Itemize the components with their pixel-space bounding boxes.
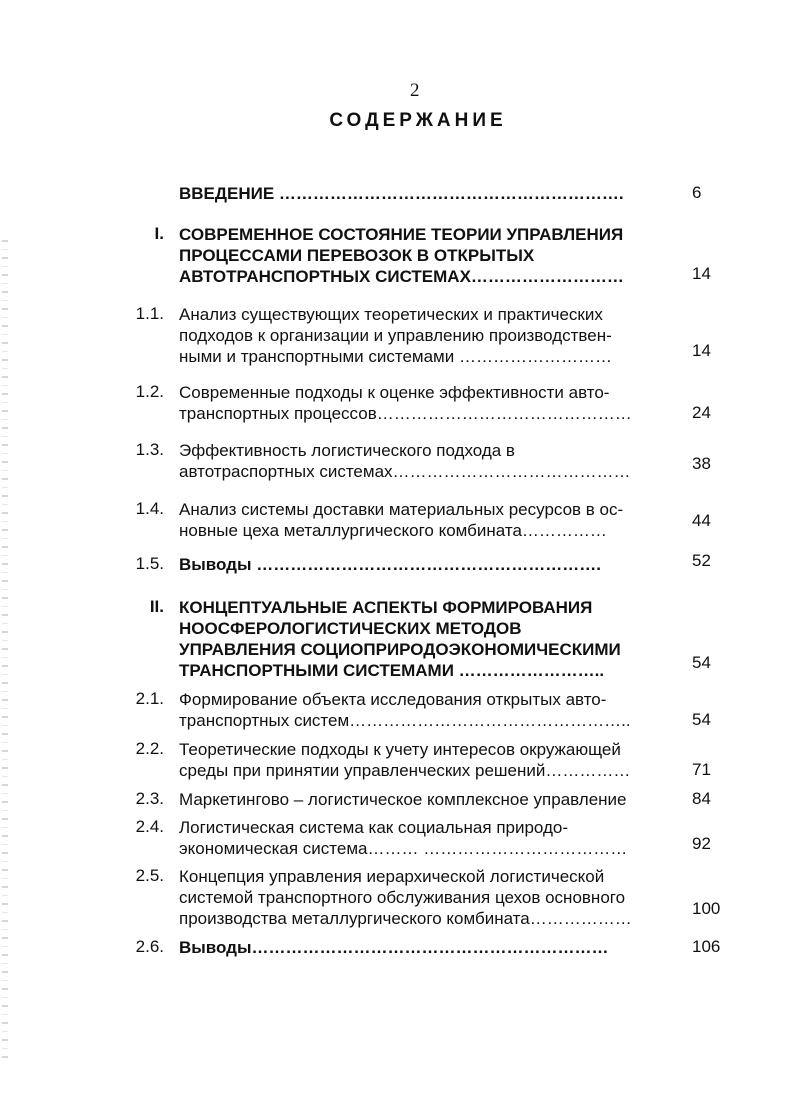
toc-entry-line: АВТОТРАНСПОРТНЫХ СИСТЕМАХ……………………… (179, 267, 624, 286)
toc-entry-line: производства металлургического комбината……………… (179, 909, 632, 928)
toc-entry-text (179, 739, 679, 781)
toc-entry-number: 2.5. (135, 866, 164, 885)
toc-entry-page: 38 (692, 454, 711, 473)
toc-entry-text (179, 789, 679, 810)
toc-entry-number: 2.1. (135, 689, 164, 708)
toc-entry-text (179, 304, 679, 367)
toc-entry-line: Теоретические подходы к учету интересов окружающей (179, 740, 621, 759)
toc-entry-page: 14 (692, 264, 711, 283)
toc-entry-number: 1.5. (135, 554, 164, 573)
toc-entry-line: Анализ существующих теоретических и практических (179, 305, 603, 324)
toc-entry-line: подходов к организации и управлению производствен- (179, 326, 612, 345)
toc-entry-line: ными и транспортными системами ……………………… (179, 347, 612, 366)
toc-entry-number: 1.3. (135, 440, 164, 459)
toc-entry-line: системой транспортного обслуживания цехов основного (179, 888, 626, 907)
toc-entry-line: Эффективность логистического подхода в (179, 441, 515, 460)
toc-entry-text (179, 689, 679, 731)
toc-entry-text (179, 224, 679, 287)
toc-entry-line: УПРАВЛЕНИЯ СОЦИОПРИРОДОЭКОНОМИЧЕСКИМИ (179, 640, 621, 659)
toc-entry-line: СОВРЕМЕННОЕ СОСТОЯНИЕ ТЕОРИИ УПРАВЛЕНИЯ (179, 225, 624, 244)
toc-entry-page: 71 (692, 760, 711, 779)
toc-entry-number: 2.3. (135, 789, 164, 808)
toc-entry-page: 6 (692, 183, 702, 202)
toc-entry-number: 1.4. (135, 499, 164, 518)
toc-entry-page: 106 (692, 937, 721, 956)
toc-entry-page: 54 (692, 710, 711, 729)
toc-entry-line: Современные подходы к оценке эффективности авто- (179, 383, 610, 402)
toc-entry-line: КОНЦЕПТУАЛЬНЫЕ АСПЕКТЫ ФОРМИРОВАНИЯ (179, 598, 593, 617)
toc-entry-text (179, 440, 679, 482)
toc-entry-page: 54 (692, 653, 711, 672)
toc-entry-page: 52 (692, 551, 711, 570)
toc-entry-line: новные цеха металлургического комбината…………… (179, 521, 607, 540)
toc-entry-text (179, 382, 679, 424)
toc-entry-number: 2.4. (135, 817, 164, 836)
toc-entry-line: транспортных систем………………………………………….. (179, 711, 631, 730)
toc-entry-line: ВВЕДЕНИЕ ……………………………………………………. (179, 184, 624, 203)
toc-entry-number: 2.2. (135, 739, 164, 758)
toc-entry-page: 24 (692, 403, 711, 422)
toc-entry-line: среды при принятии управленческих решений…………… (179, 761, 631, 780)
toc-entry-text (179, 817, 679, 859)
toc-entry-page: 100 (692, 899, 721, 918)
toc-entry-line: ПРОЦЕССАМИ ПЕРЕВОЗОК В ОТКРЫТЫХ (179, 246, 535, 265)
toc-entry-line: ТРАНСПОРТНЫМИ СИСТЕМАМИ …………………….. (179, 661, 605, 680)
toc-entry-line: НООСФЕРОЛОГИСТИЧЕСКИХ МЕТОДОВ (179, 619, 522, 638)
toc-entry-number: 1.1. (135, 304, 164, 323)
toc-entry-text (179, 866, 679, 929)
toc-entry-text (179, 554, 679, 575)
toc-entry-page: 84 (692, 789, 711, 808)
toc-entry-text (179, 499, 679, 541)
toc-entry-line: Анализ системы доставки материальных ресурсов в ос- (179, 500, 624, 519)
toc-entry-line: Формирование объекта исследования открытых авто- (179, 690, 607, 709)
toc-entry-line: транспортных процессов……………………………………… (179, 404, 632, 423)
toc-entry-line: Выводы……………………………………………………… (179, 938, 609, 957)
toc-entry-line: Маркетингово – логистическое комплексное управление (179, 790, 627, 809)
toc-entry-number: II. (149, 597, 164, 616)
scan-margin-artifact (2, 240, 8, 1060)
toc-entry-number: 1.2. (135, 382, 164, 401)
toc-entry-number: 2.6. (135, 937, 164, 956)
toc-entry-line: экономическая система……… ……………………………… (179, 839, 628, 858)
toc-entry-line: Логистическая система как социальная природо- (179, 818, 569, 837)
toc-entry-line: Выводы ……………………………………………………. (179, 555, 601, 574)
toc-entry-number: I. (154, 224, 164, 243)
page-title: СОДЕРЖАНИЕ (329, 110, 507, 131)
toc-entry-text (179, 597, 679, 681)
toc-entry-line: автотраспортных системах…………………………………… (179, 462, 631, 481)
page-number: 2 (410, 80, 420, 101)
toc-entry-line: Концепция управления иерархической логистической (179, 867, 605, 886)
toc-entry-page: 92 (692, 834, 711, 853)
toc-entry-text (179, 183, 679, 204)
toc-entry-page: 44 (692, 511, 711, 530)
toc-entry-page: 14 (692, 341, 711, 360)
toc-entry-text (179, 937, 679, 958)
